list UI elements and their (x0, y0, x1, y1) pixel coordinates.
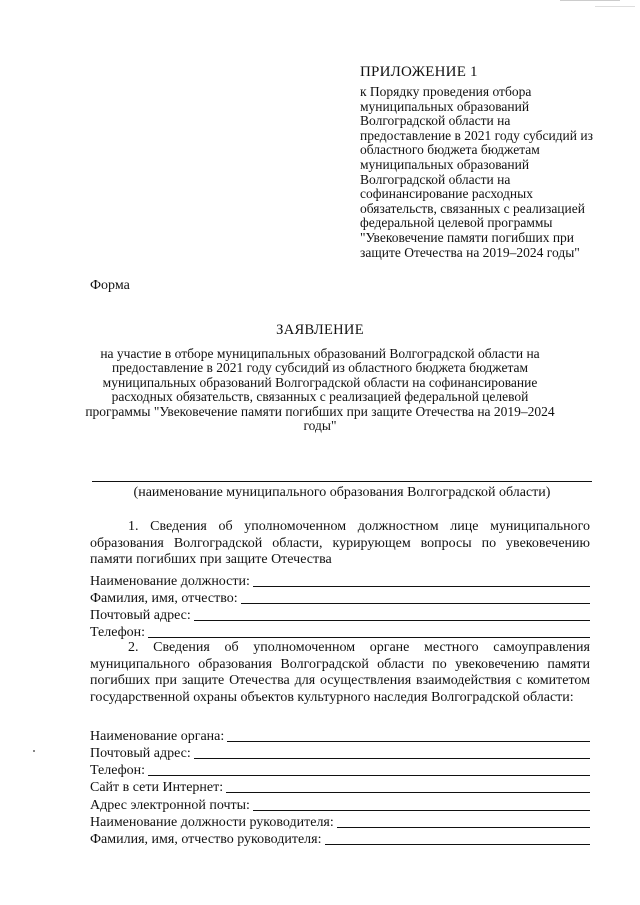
field-label: Телефон: (90, 763, 146, 778)
fill-line (148, 775, 590, 776)
field-full-name (90, 590, 590, 607)
scan-artifact (560, 0, 620, 1)
field-label: Телефон: (90, 625, 146, 640)
field-postal-address (90, 607, 590, 624)
field-label: Наименование органа: (90, 729, 225, 744)
fill-line (194, 620, 590, 621)
scan-artifact (595, 6, 635, 7)
annex-title: ПРИЛОЖЕНИЕ 1 (360, 64, 478, 80)
section-2-text-content: 2. Сведения об уполномоченном органе местного самоуправления муниципального образования Волгоградской области по увековечению памяти погибших при защите Отечества для осуществления взаимодействия с комитетом государственной охраны объектов культурного наследия Волгоградской области: (90, 640, 590, 705)
statement-title: ЗАЯВЛЕНИЕ (276, 322, 364, 338)
field-head-position (90, 814, 590, 831)
annex-reference: к Порядку проведения отбора муниципальных образований Волгоградской области на предоставление в 2021 году субсидий из областного бюджета бюджетам муниципальных образований Волгоградской области на софинансирование расходных обязательств, связанных с реализацией федеральной целевой программы "Увековечение памяти погибших при защите Отечества на 2019–2024 годы" (360, 84, 593, 260)
field-label: Наименование должности руководителя: (90, 815, 334, 830)
fill-line (226, 792, 590, 793)
fill-line (148, 637, 590, 638)
field-label: Почтовый адрес: (90, 746, 191, 761)
municipality-name-caption: (наименование муниципального образования Волгоградской области) (133, 485, 551, 500)
field-body-postal-address (90, 745, 590, 762)
field-label: Наименование должности: (90, 574, 250, 589)
fill-line (325, 844, 591, 845)
field-position-title (90, 573, 590, 590)
fill-line (337, 827, 590, 828)
field-phone (90, 624, 590, 641)
form-label: Форма (90, 278, 130, 293)
fill-line (194, 758, 590, 759)
scan-artifact (33, 750, 35, 752)
statement-subtitle: на участие в отборе муниципальных образований Волгоградской области на предоставление в 2021 году субсидий из областного бюджета бюджетам муниципальных образований Волгоградской области на софинансирование расходных обязательств, связанных с реализацией федеральной целевой программы "Увековечение памяти погибших при защите Отечества на 2019–2024 годы" (85, 346, 555, 434)
field-body-name (90, 728, 590, 745)
field-label: Сайт в сети Интернет: (90, 780, 224, 795)
section-1-text-content: 1. Сведения об уполномоченном должностном лице муниципального образования Волгоградской области, курирующем вопросы по увековечению памяти погибших при защите Отечества (90, 519, 590, 568)
field-label: Фамилия, имя, отчество руководителя: (90, 832, 322, 847)
field-body-phone (90, 762, 590, 779)
fill-line (227, 741, 590, 742)
municipality-name-line (92, 481, 592, 482)
field-label: Фамилия, имя, отчество: (90, 591, 238, 606)
fill-line (253, 810, 590, 811)
field-website (90, 779, 590, 796)
field-email (90, 797, 590, 814)
field-label: Адрес электронной почты: (90, 798, 250, 813)
field-label: Почтовый адрес: (90, 608, 191, 623)
section-2-text (90, 640, 590, 706)
field-head-full-name (90, 831, 590, 848)
fill-line (241, 603, 590, 604)
section-1-text (90, 519, 590, 569)
fill-line (253, 586, 590, 587)
